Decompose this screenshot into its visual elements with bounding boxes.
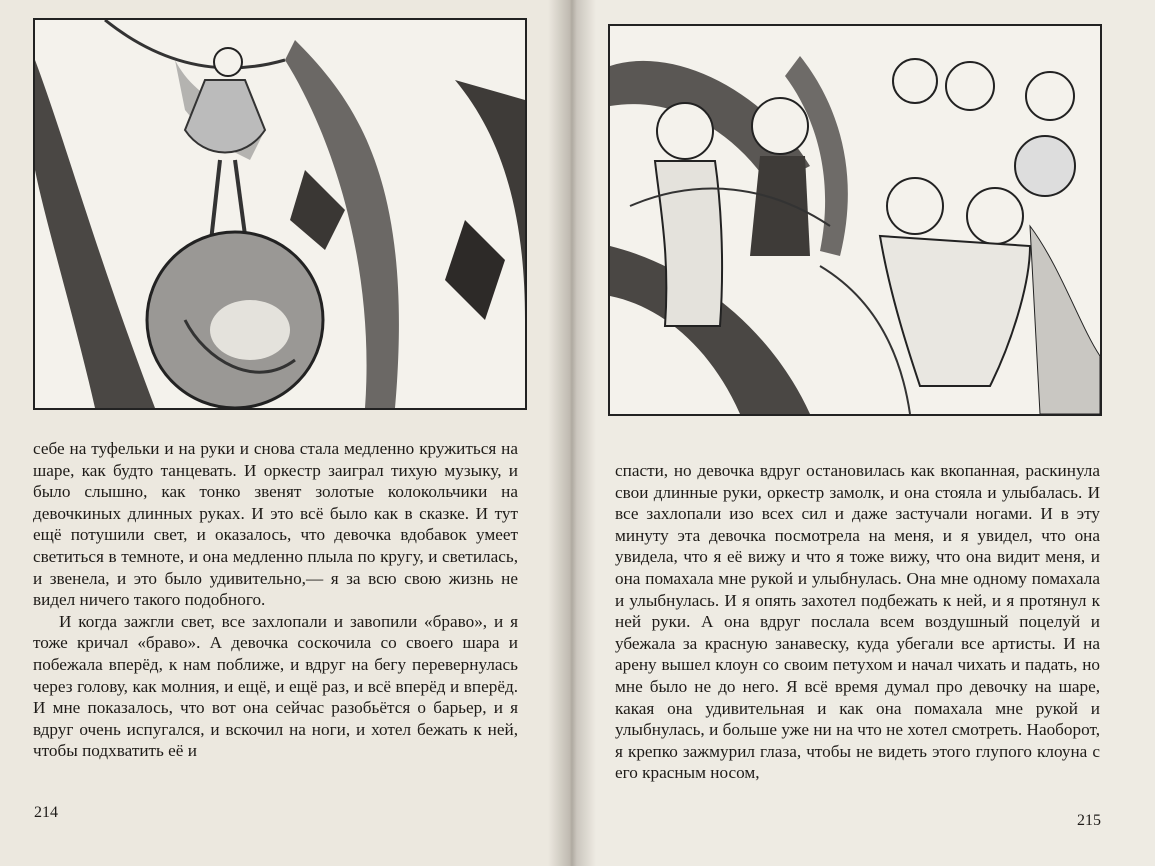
page-number-right: 215 xyxy=(1077,812,1101,829)
right-page-text xyxy=(615,460,1100,784)
illustration-girl-on-ball xyxy=(33,18,527,410)
circus-audience-drawing xyxy=(610,26,1100,414)
girl-on-ball-drawing xyxy=(35,20,525,408)
right-paragraph-1: спасти, но девочка вдруг остановилась как вкопанная, раскинула свои длинные руки, оркестр замолк, и она стояла и улыбалась. И все захлопали изо всех сил и даже застучали ногами. И в эту минуту эта девочка посмотрела на меня, и я увидел, что она увидела, что я её вижу и что я тоже вижу, что она видит меня, и она помахала мне рукой и улыбнулась. Она мне одному помахала и улыбнулась. И я опять захотел подбежать к ней, и я протянул к ней руки. А она вдруг послала всем воздушный поцелуй и убежала за красную занавеску, куда убегали все артисты. И на арену вышел клоун со своим петухом и начал чихать и падать, но мне было не до него. Я всё время думал про девочку на шаре, какая она удивительная и как она помахала мне рукой и улыбнулась, и больше уже ни на что не хотел смотреть. Наоборот, я крепко зажмурил глаза, чтобы не видеть этого глупого клоуна с его красным носом, xyxy=(615,461,1100,783)
page-number-left: 214 xyxy=(34,804,58,821)
left-page xyxy=(0,0,572,866)
left-paragraph-2: И когда зажгли свет, все захлопали и завопили «браво», и я тоже кричал «браво». А девочка соскочила со своего шара и побежала вперёд, к нам поближе, и вдруг на бегу перевернулась через голову, как молния, и ещё, и ещё раз, и всё вперёд и вперёд. И мне показалось, что вот она сейчас разобьётся о барьер, и я вдруг очень испугался, и вскочил на ноги, и хотел бежать к ней, чтобы подхватить её и xyxy=(33,611,518,761)
right-page xyxy=(572,0,1155,866)
book-gutter xyxy=(548,0,596,866)
left-page-text xyxy=(33,438,518,762)
illustration-circus-audience xyxy=(608,24,1102,416)
left-paragraph-1: себе на туфельки и на руки и снова стала медленно кружиться на шаре, как будто танцевать. И оркестр заиграл тихую музыку, и было слышно, как тонко звенят золотые колокольчики на девочкиных длинных руках. И это всё было как в сказке. И тут ещё потушили свет, и оказалось, что девочка вдобавок умеет светиться в темноте, и она медленно плыла по кругу, и светилась, и звенела, и это было удивительно,— я за всю свою жизнь не видел ничего такого подобного. xyxy=(33,439,518,610)
